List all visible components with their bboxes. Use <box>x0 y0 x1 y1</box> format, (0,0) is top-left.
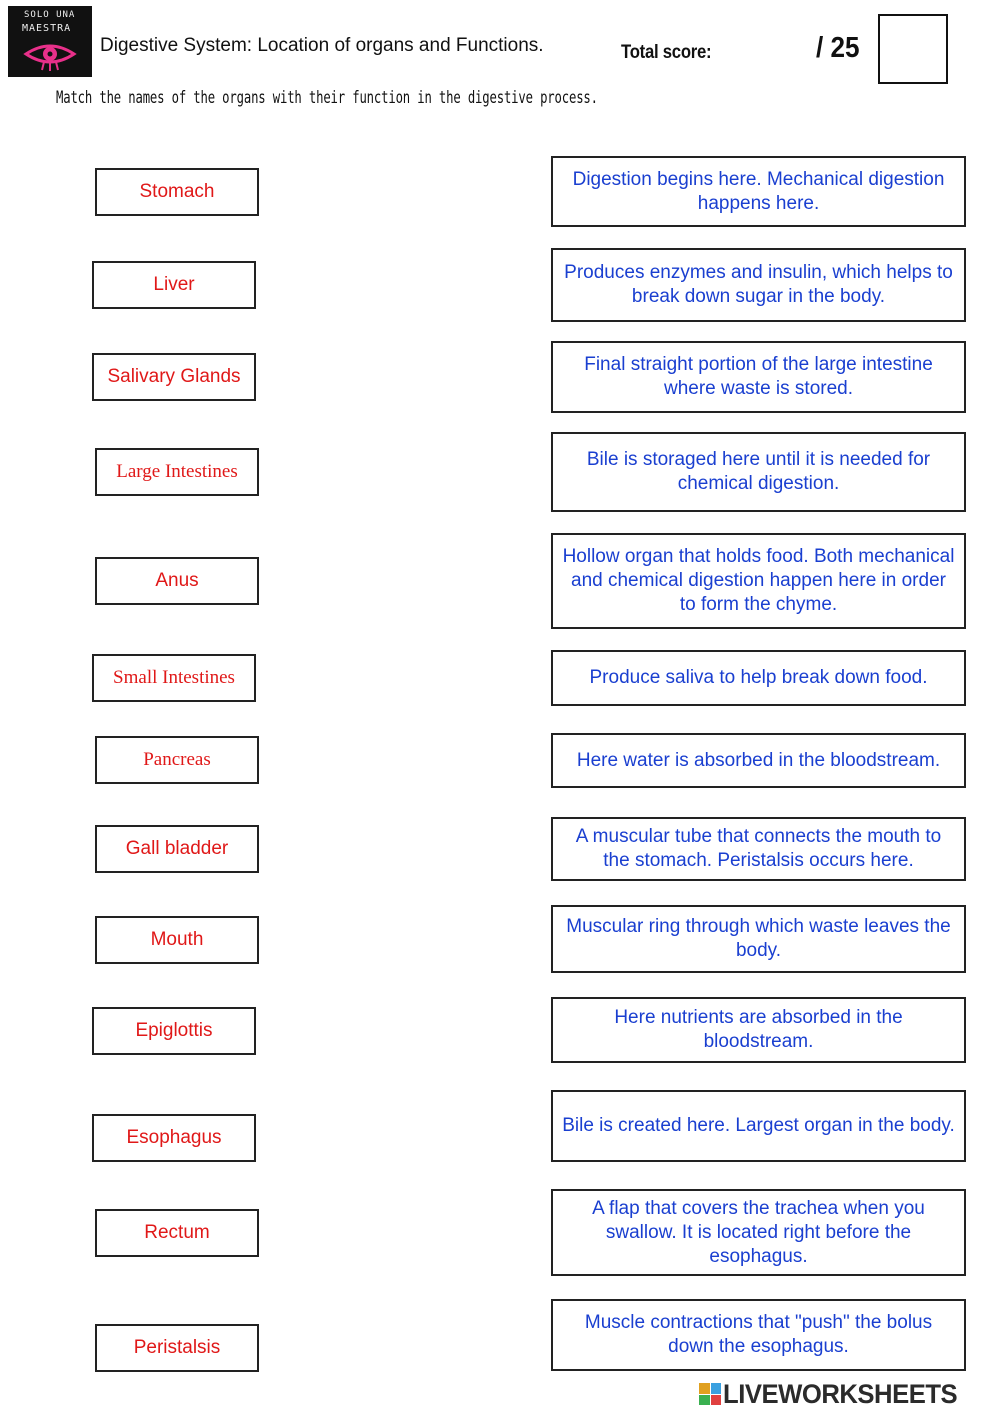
function-target[interactable]: Here water is absorbed in the bloodstream. <box>551 733 966 788</box>
organ-item[interactable]: Rectum <box>95 1209 259 1257</box>
organ-item[interactable]: Epiglottis <box>92 1007 256 1055</box>
eye-icon <box>22 40 78 72</box>
organ-item[interactable]: Small Intestines <box>92 654 256 702</box>
function-target[interactable]: A flap that covers the trachea when you swallow. It is located right before the esophagus. <box>551 1189 966 1276</box>
total-score-label: Total score: <box>621 42 712 63</box>
organ-item[interactable]: Stomach <box>95 168 259 216</box>
score-max: / 25 <box>816 32 860 64</box>
function-target[interactable]: Here nutrients are absorbed in the bloodstream. <box>551 997 966 1063</box>
page-title: Digestive System: Location of organs and Functions. <box>100 35 544 56</box>
function-target[interactable]: Final straight portion of the large intestine where waste is stored. <box>551 341 966 413</box>
organ-item[interactable]: Gall bladder <box>95 825 259 873</box>
logo-text-line1: SOLO UNA <box>24 10 76 20</box>
score-box <box>878 14 948 84</box>
organ-item[interactable]: Mouth <box>95 916 259 964</box>
function-target[interactable]: A muscular tube that connects the mouth to the stomach. Peristalsis occurs here. <box>551 817 966 881</box>
function-target[interactable]: Muscle contractions that "push" the bolus down the esophagus. <box>551 1299 966 1371</box>
function-target[interactable]: Digestion begins here. Mechanical digestion happens here. <box>551 156 966 227</box>
logo <box>8 6 92 77</box>
organ-item[interactable]: Anus <box>95 557 259 605</box>
organ-item[interactable]: Large Intestines <box>95 448 259 496</box>
liveworksheets-footer <box>699 1380 991 1408</box>
function-target[interactable]: Hollow organ that holds food. Both mechanical and chemical digestion happen here in order to form the chyme. <box>551 533 966 629</box>
logo-text-line2: MAESTRA <box>22 23 72 34</box>
liveworksheets-brand: LIVEWORKSHEETS <box>723 1378 958 1409</box>
organ-item[interactable]: Peristalsis <box>95 1324 259 1372</box>
function-target[interactable]: Muscular ring through which waste leaves the body. <box>551 905 966 973</box>
instructions: Match the names of the organs with their function in the digestive process. <box>56 88 598 108</box>
organ-item[interactable]: Pancreas <box>95 736 259 784</box>
function-target[interactable]: Produce saliva to help break down food. <box>551 650 966 706</box>
organ-item[interactable]: Esophagus <box>92 1114 256 1162</box>
function-target[interactable]: Bile is storaged here until it is needed for chemical digestion. <box>551 432 966 512</box>
organ-item[interactable]: Liver <box>92 261 256 309</box>
liveworksheets-icon <box>699 1383 721 1405</box>
organ-item[interactable]: Salivary Glands <box>92 353 256 401</box>
function-target[interactable]: Produces enzymes and insulin, which helps to break down sugar in the body. <box>551 248 966 322</box>
function-target[interactable]: Bile is created here. Largest organ in the body. <box>551 1090 966 1162</box>
